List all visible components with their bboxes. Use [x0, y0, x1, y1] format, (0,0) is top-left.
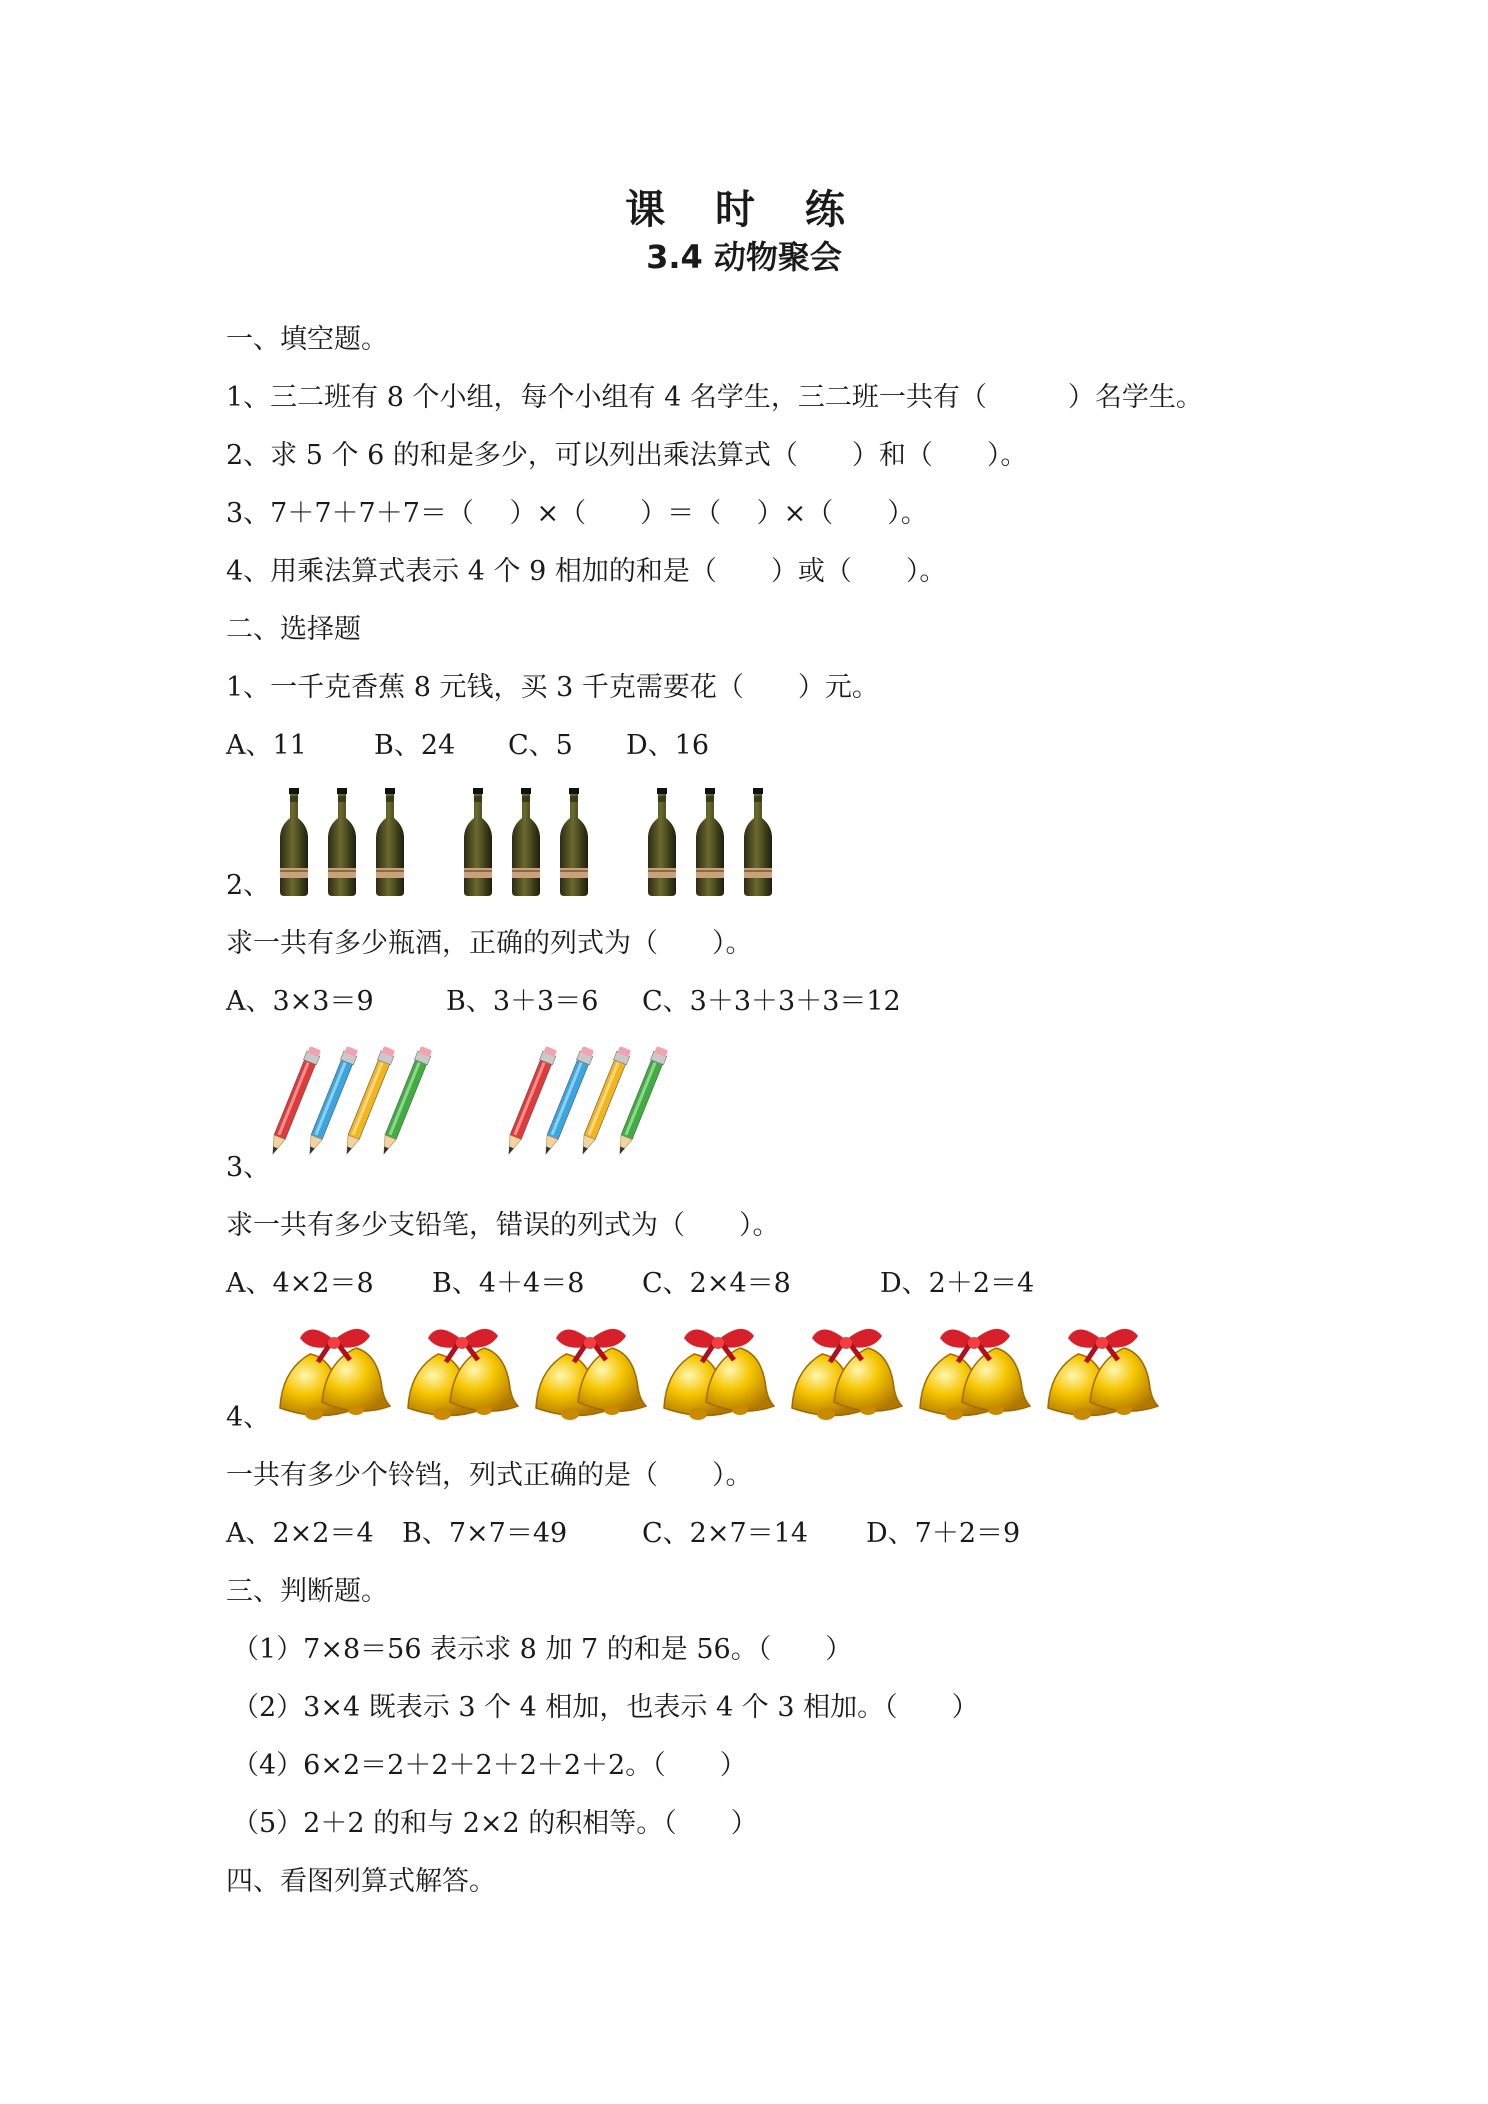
page-title: 课 时 练: [625, 187, 863, 233]
bottles-picture: [278, 788, 778, 898]
section3-heading: 三、判断题。: [226, 1576, 388, 1607]
q4-text: 一共有多少个铃铛，列式正确的是（ ）。: [226, 1460, 753, 1491]
q2-option-b: B、3＋3＝6: [446, 986, 599, 1017]
q3-text: 求一共有多少支铅笔，错误的列式为（ ）。: [226, 1210, 780, 1241]
page-subtitle: 3.4 动物聚会: [646, 238, 842, 276]
q4-option-a: A、2×2＝4: [226, 1518, 374, 1549]
section1-item-1: 1、三二班有 8 个小组，每个小组有 4 名学生，三二班一共有（ ）名学生。: [226, 382, 1203, 413]
q4-option-d: D、7＋2＝9: [866, 1518, 1021, 1549]
bottles-illustration: [278, 788, 778, 898]
section3-item-4: （5）2＋2 的和与 2×2 的积相等。（ ）: [232, 1808, 758, 1839]
section1-item-4: 4、用乘法算式表示 4 个 9 相加的和是（ ）或（ ）。: [226, 556, 947, 587]
section1-item-2: 2、求 5 个 6 的和是多少，可以列出乘法算式（ ）和（ ）。: [226, 440, 1028, 471]
q2-label: 2、: [226, 870, 271, 901]
q2-text: 求一共有多少瓶酒，正确的列式为（ ）。: [226, 928, 753, 959]
q4-label: 4、: [226, 1402, 271, 1433]
pencils-illustration: [270, 1042, 700, 1172]
q3-option-b: B、4＋4＝8: [432, 1268, 585, 1299]
q1-option-b: B、24: [374, 730, 456, 761]
q3-option-d: D、2＋2＝4: [880, 1268, 1035, 1299]
q2-option-a: A、3×3＝9: [226, 986, 374, 1017]
section3-item-1: （1）7×8＝56 表示求 8 加 7 的和是 56。（ ）: [232, 1634, 853, 1665]
section1-heading: 一、填空题。: [226, 324, 388, 355]
section3-item-2: （2）3×4 既表示 3 个 4 相加，也表示 4 个 3 相加。（ ）: [232, 1692, 979, 1723]
q2-option-c: C、3＋3＋3＋3＝12: [642, 986, 901, 1017]
q1-text: 1、一千克香蕉 8 元钱，买 3 千克需要花（ ）元。: [226, 672, 879, 703]
q4-option-b: B、7×7＝49: [402, 1518, 568, 1549]
q3-option-a: A、4×2＝8: [226, 1268, 374, 1299]
bells-picture: [270, 1318, 1170, 1424]
q3-label: 3、: [226, 1152, 271, 1183]
q1-option-d: D、16: [626, 730, 710, 761]
q4-option-c: C、2×7＝14: [642, 1518, 808, 1549]
section3-item-3: （4）6×2＝2＋2＋2＋2＋2＋2。（ ）: [232, 1750, 747, 1781]
q3-option-c: C、2×4＝8: [642, 1268, 791, 1299]
section2-heading: 二、选择题: [226, 614, 361, 645]
pencils-picture: [270, 1042, 700, 1172]
q1-option-a: A、11: [226, 730, 307, 761]
section4-heading: 四、看图列算式解答。: [226, 1866, 496, 1897]
section1-item-3: 3、7＋7＋7＋7＝（ ）×（ ）＝（ ）×（ ）。: [226, 498, 928, 529]
q1-option-c: C、5: [508, 730, 573, 761]
bells-illustration: [270, 1318, 1170, 1424]
